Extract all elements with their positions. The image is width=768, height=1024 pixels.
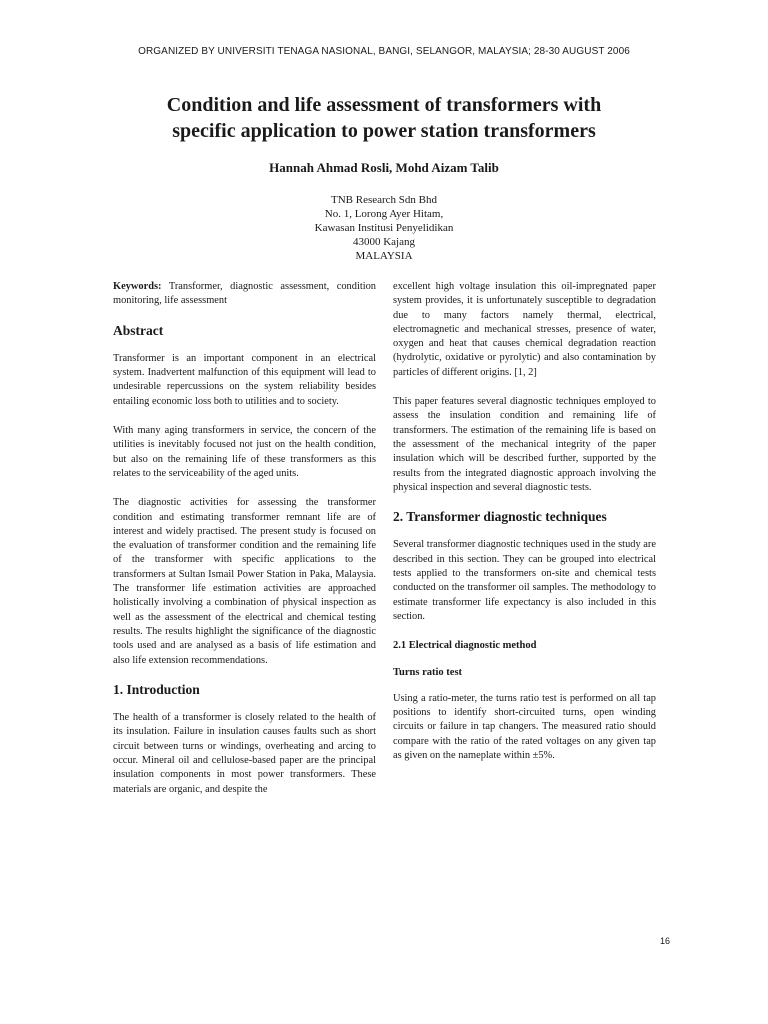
body-paragraph: This paper features several diagnostic techniques employed to assess the insulation condition and remaining life of transformers. The estimation of the remaining life is based on the assessment of the mechanical integrity of the paper insulation which will be described further, supported by the results from the integrated diagnostic approach involving the physical inspection and several diagnostic tests. [393, 396, 656, 493]
abstract-heading: Abstract [113, 322, 164, 338]
abstract-paragraph: With many aging transformers in service, the concern of the utilities is inevitably focused not just on the health condition, but also on the remaining life of these transformers as this relates to the serviceability of the aged units. [113, 425, 376, 479]
conference-header: ORGANIZED BY UNIVERSITI TENAGA NASIONAL, BANGI, SELANGOR, MALAYSIA; 28-30 AUGUST 2006 [138, 46, 630, 57]
affiliation-block [0, 193, 768, 263]
title-line-2: specific application to power station transformers [172, 120, 596, 142]
affiliation-line: 43000 Kajang [352, 236, 415, 248]
affiliation-line: MALAYSIA [355, 250, 413, 262]
keywords-text: Transformer, diagnostic assessment, condition monitoring, life assessment [113, 281, 376, 307]
paper-title [60, 92, 708, 144]
abstract-paragraph: Transformer is an important component in an electrical system. Inadvertent malfunction of this equipment will lead to undesirable repercussions on the system reliability besides entailing economic loss both to utilities and to society. [113, 352, 376, 407]
paper-authors: Hannah Ahmad Rosli, Mohd Aizam Talib [269, 160, 499, 175]
section-2-heading: 2. Transformer diagnostic techniques [393, 509, 607, 525]
turns-ratio-heading: Turns ratio test [393, 666, 463, 678]
keywords [113, 280, 376, 309]
affiliation-line: No. 1, Lorong Ayer Hitam, [324, 208, 444, 220]
subsection-2-1-heading: 2.1 Electrical diagnostic method [393, 640, 537, 652]
affiliation-line: TNB Research Sdn Bhd [330, 194, 437, 206]
right-column [393, 280, 656, 778]
abstract-paragraph: The diagnostic activities for assessing the transformer condition and estimating transformer remnant life are of interest and widely practised. The present study is focused on the evaluation of transformer condition and the remaining life of the transformer with specific applications to the transformers at Sultan Ismail Power Station in Paka, Malaysia. The transformer life estimation activities are approached holistically involving a combination of physical inspection as well as the assessment of the electrical and chemical testing results. The results highlight the significance of the diagnostic tools used and are analysed as a basis of life estimation and also life extension recommendations. [113, 497, 376, 666]
keywords-label: Keywords: [113, 281, 162, 292]
introduction-paragraph: The health of a transformer is closely related to the health of its insulation. Failure in insulation causes faults such as short circuit between turns or windings, overheating and arcing to occur. Mineral oil and cellulose-based paper are the principal insulation components in most power transformers. These materials are organic, and despite the [113, 712, 376, 795]
page-number: 16 [660, 936, 671, 946]
body-paragraph: Several transformer diagnostic techniques used in the study are described in this section. They can be grouped into electrical tests applied to the transformers on-site and chemical tests conducted on the transformer oil samples. The methodology to estimate transformer life expectancy is also included in this section. [393, 539, 656, 622]
introduction-heading: 1. Introduction [113, 681, 200, 697]
affiliation-line: Kawasan Institusi Penyelidikan [314, 222, 454, 234]
body-paragraph: excellent high voltage insulation this oil-impregnated paper system provides, it is unfortunately susceptible to degradation due to many factors namely thermal, electrical, electromagnetic and mechanical stresses, presence of water, oxygen and heat that causes chemical degradation reaction (hydrolytic, oxidative or pyrolytic) and also contamination by particles of different origins. [1, 2] [393, 281, 656, 378]
title-line-1: Condition and life assessment of transformers with [166, 94, 602, 116]
body-paragraph: Using a ratio-meter, the turns ratio test is performed on all tap positions to identify short-circuited turns, open winding circuits or failure in tap changers. The measured ratio should compare with the ratio of the rated voltages on any given tap as given on the nameplate within ±5%. [393, 692, 656, 762]
left-column [113, 280, 376, 812]
